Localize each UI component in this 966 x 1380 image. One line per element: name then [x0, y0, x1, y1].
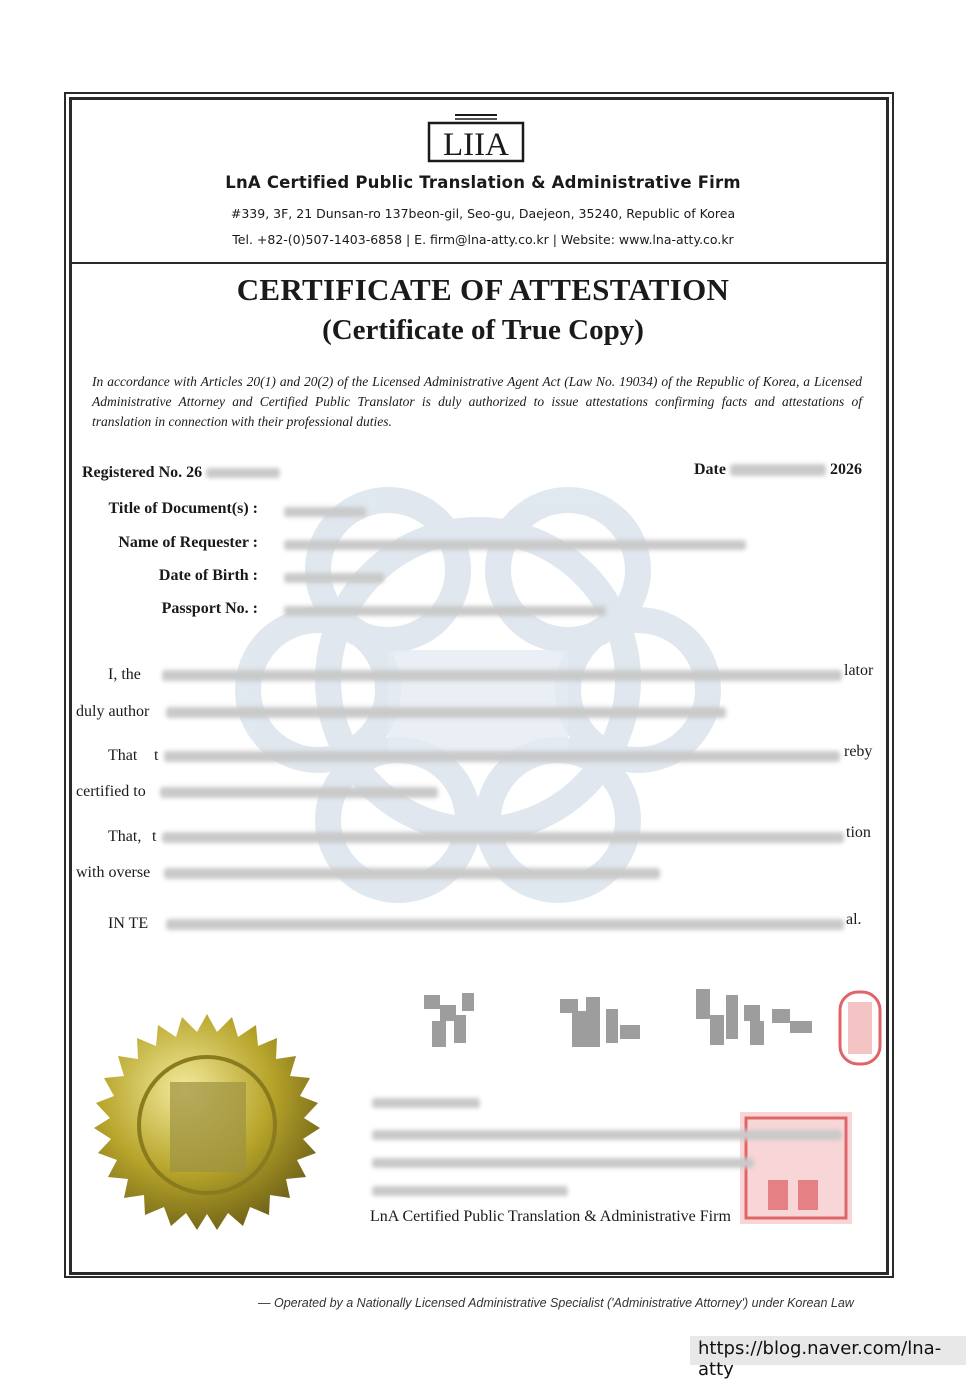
- footer-firm-name: LnA Certified Public Translation & Administrative Firm: [370, 1208, 731, 1225]
- redacted-passport-value: [284, 606, 606, 616]
- field-label-passport: Passport No. :: [161, 600, 258, 617]
- field-label-birth: Date of Birth :: [158, 567, 258, 584]
- date-label: Date: [694, 461, 726, 478]
- signature-icon: [410, 985, 830, 1065]
- paragraph-2-start: duly author: [76, 703, 150, 720]
- svg-text:LIIA: LIIA: [443, 127, 509, 163]
- redacted-paragraph-7: [166, 919, 844, 930]
- paragraph-7-start: IN TE: [108, 915, 149, 932]
- header-divider: [69, 262, 889, 264]
- redacted-paragraph-3: [164, 751, 840, 762]
- date-year: 2026: [829, 461, 862, 478]
- firm-name: LnA Certified Public Translation & Administrative Firm: [225, 173, 741, 192]
- redacted-birth-value: [284, 573, 384, 583]
- certificate-subtitle: (Certificate of True Copy): [322, 314, 644, 346]
- redacted-registration-value: [206, 468, 280, 478]
- paragraph-5-start: That,: [108, 828, 142, 845]
- paragraph-3-start: That: [108, 747, 138, 764]
- paragraph-5-end: tion: [846, 824, 871, 841]
- paragraph-3-mid: t: [154, 747, 159, 764]
- paragraph-1-end: lator: [844, 662, 874, 679]
- firm-logo-icon: [427, 113, 525, 163]
- gold-seal-icon: [82, 1010, 332, 1260]
- source-url[interactable]: https://blog.naver.com/lna-atty: [698, 1338, 942, 1380]
- paragraph-3-end: reby: [844, 743, 873, 760]
- red-square-stamp-icon: [738, 1110, 854, 1226]
- certificate-title: CERTIFICATE OF ATTESTATION: [236, 272, 730, 307]
- redacted-signer-title-1: [372, 1130, 842, 1140]
- firm-address: #339, 3F, 21 Dunsan-ro 137beon-gil, Seo-gu, Daejeon, 35240, Republic of Korea: [230, 206, 736, 221]
- paragraph-5-mid: t: [152, 828, 157, 845]
- redacted-date-value: [730, 464, 826, 476]
- paragraph-7-end: al.: [846, 911, 862, 928]
- redacted-paragraph-2: [166, 707, 726, 718]
- paragraph-1-start: I, the: [108, 666, 141, 683]
- redacted-paragraph-1: [162, 670, 842, 681]
- redacted-signer-title-2: [372, 1158, 754, 1168]
- registration-number: [82, 464, 280, 482]
- redacted-paragraph-6: [164, 868, 660, 879]
- redacted-requester-value: [284, 540, 746, 550]
- redacted-paragraph-5: [162, 832, 844, 843]
- redacted-signer-license: [372, 1186, 568, 1196]
- redacted-signer-name: [372, 1098, 480, 1108]
- operator-note: — Operated by a Nationally Licensed Administrative Specialist ('Administrative Attorney') under Korean Law: [258, 1296, 854, 1310]
- red-seal-stamp-icon: [838, 990, 882, 1066]
- issue-date: [694, 461, 862, 479]
- field-label-title: Title of Document(s) :: [108, 500, 258, 517]
- redacted-title-value: [284, 507, 366, 517]
- preamble-text: In accordance with Articles 20(1) and 20(2) of the Licensed Administrative Agent Act (Law No. 19034) of the Republic of Korea, a Licensed Administrative Attorney and Certified Public Translator is duly authorized to issue attestations confirming facts and attestations of translation in connection with their professional duties.: [92, 374, 862, 429]
- paragraph-6-start: with overse: [76, 864, 151, 881]
- redacted-paragraph-4: [160, 787, 438, 798]
- firm-contact: Tel. +82-(0)507-1403-6858 | E. firm@lna-atty.co.kr | Website: www.lna-atty.co.kr: [232, 232, 734, 247]
- field-label-requester: Name of Requester :: [118, 534, 258, 551]
- paragraph-4-start: certified to: [76, 783, 146, 800]
- registration-label: Registered No. 26: [82, 464, 203, 481]
